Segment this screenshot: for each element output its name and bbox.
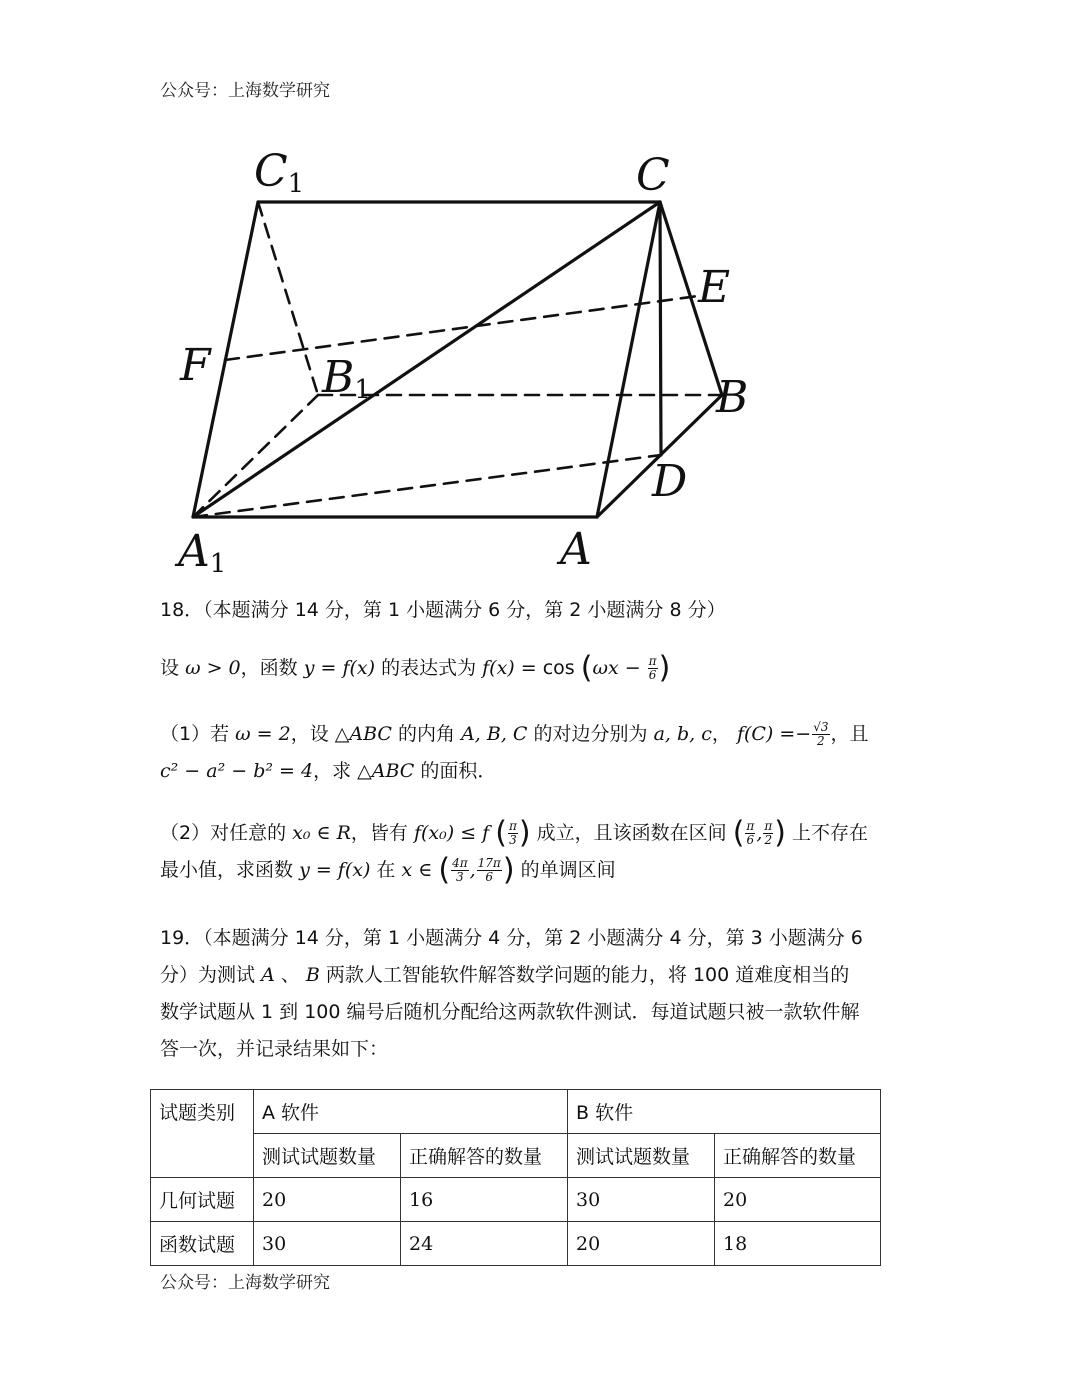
cell-b-correct: 20 xyxy=(715,1178,881,1222)
results-table xyxy=(150,1089,881,1266)
table-header-row xyxy=(151,1090,881,1134)
table-group-a: A 软件 xyxy=(254,1090,568,1134)
fraction-pi-over-2: $\frac{\pi}{2}$ xyxy=(764,819,773,847)
label-a1: A1 xyxy=(178,526,227,579)
row-label: 几何试题 xyxy=(151,1178,254,1222)
label-b1: B1 xyxy=(322,352,371,405)
label-c: C xyxy=(636,150,670,201)
q19-line3: 数学试题从 1 到 100 编号后随机分配给这两款软件测试．每道试题只被一款软件解 xyxy=(160,1001,860,1023)
label-f: F xyxy=(180,340,211,391)
fraction-4pi-over-3: $\frac{4\pi}{3}$ xyxy=(452,856,468,884)
cell-a-test: 30 xyxy=(254,1222,401,1266)
table-row xyxy=(151,1178,881,1222)
fraction-pi-over-6b: $\frac{\pi}{6}$ xyxy=(746,819,755,847)
q19-line1: 19．（本题满分 14 分，第 1 小题满分 4 分，第 2 小题满分 4 分，第 3 小题满分 6 xyxy=(160,927,863,949)
page-footer: 公众号：上海数学研究 xyxy=(160,1273,330,1293)
table-corner-cell: 试题类别 xyxy=(151,1090,254,1178)
dash-f-e xyxy=(225,296,698,360)
fraction-sqrt3-over-2: $\frac{√3}{2}$ xyxy=(813,720,829,748)
table-row xyxy=(151,1222,881,1266)
q19-text xyxy=(160,920,930,1068)
dash-a1-b1 xyxy=(193,395,318,517)
q19-line2: 分）为测试 A 、 B 两款人工智能软件解答数学问题的能力，将 100 道难度相当的 xyxy=(160,964,850,986)
prism-figure xyxy=(150,130,790,580)
cell-a-correct: 24 xyxy=(401,1222,568,1266)
table-subheader: 测试试题数量 xyxy=(568,1134,715,1178)
edge-a-c xyxy=(597,202,660,517)
label-e: E xyxy=(698,262,731,313)
fraction-pi-over-6: $\frac{\pi}{6}$ xyxy=(648,654,657,682)
table-subheader-row xyxy=(151,1134,881,1178)
prism-diagram xyxy=(150,130,790,580)
dash-a1-d xyxy=(193,455,661,517)
table-group-b: B 软件 xyxy=(568,1090,881,1134)
q18-title: 18．（本题满分 14 分，第 1 小题满分 6 分，第 2 小题满分 8 分） xyxy=(160,599,726,621)
dash-c1-b1 xyxy=(258,202,318,395)
fraction-pi-over-3: $\frac{\pi}{3}$ xyxy=(508,819,517,847)
cell-b-test: 20 xyxy=(568,1222,715,1266)
cell-a-correct: 16 xyxy=(401,1178,568,1222)
table-subheader: 测试试题数量 xyxy=(254,1134,401,1178)
cell-b-correct: 18 xyxy=(715,1222,881,1266)
table-subheader: 正确解答的数量 xyxy=(401,1134,568,1178)
label-c1: C1 xyxy=(254,146,305,199)
edge-a1-c xyxy=(193,202,660,517)
q19-line4: 答一次，并记录结果如下： xyxy=(160,1038,389,1060)
label-b: B xyxy=(716,372,749,423)
table-subheader: 正确解答的数量 xyxy=(715,1134,881,1178)
label-a: A xyxy=(560,524,592,575)
page-header: 公众号：上海数学研究 xyxy=(160,81,330,101)
q18-part1: （1）若 ω = 2，设 △ABC 的内角 A, B, C 的对边分别为 a, b, c， f(C) =− $\frac{√3}{2}$ ，且 c² − a² − b² = 4，求 △ABC 的面积． xyxy=(160,720,869,782)
cell-a-test: 20 xyxy=(254,1178,401,1222)
fraction-17pi-over-6: $\frac{17\pi}{6}$ xyxy=(477,856,501,884)
row-label: 函数试题 xyxy=(151,1222,254,1266)
cell-b-test: 30 xyxy=(568,1178,715,1222)
label-d: D xyxy=(652,456,688,507)
q18-intro: 设 ω > 0，函数 y = f(x) 的表达式为 f(x) = cos (ωx − $\frac{\pi}{6}$ ) xyxy=(160,650,671,686)
edge-c-d xyxy=(660,202,661,455)
q18-part2: （2）对任意的 x₀ ∈ R，皆有 f(x₀) ≤ f ( $\frac{\pi}{3}$ ) 成立，且该函数在区间 ( $\frac{\pi}{6}$ , $\frac{\pi}{2}$ ) 上不存在 最小值，求函数 y = f(x) 在 x ∈ ( $\frac{4\pi}{3}$ , $\frac{17\pi}{6}$ ) 的单调区间 xyxy=(160,815,869,888)
